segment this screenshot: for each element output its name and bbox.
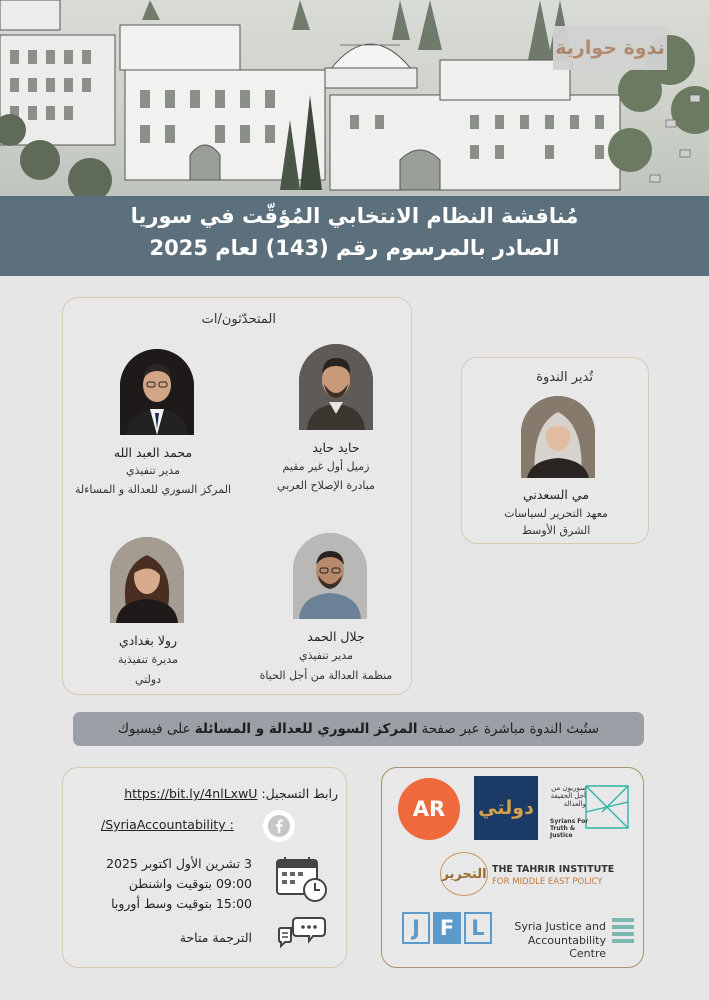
- speaker-photo-mohammad: [120, 349, 194, 435]
- speaker-photo-rula: [110, 537, 184, 623]
- arab-reform-logo-text: AR: [412, 797, 446, 821]
- broadcast-page-name: المركز السوري للعدالة و المسائلة: [194, 721, 418, 737]
- facebook-icon[interactable]: [263, 810, 295, 842]
- moderator-name: مي السعدني: [522, 487, 589, 502]
- speakers-panel: [62, 297, 412, 695]
- moderator-photo: [521, 396, 595, 478]
- registration-label: رابط التسجيل:: [261, 786, 338, 801]
- jfl-letter-j: J: [402, 912, 430, 944]
- speaker-title: مدير تنفيذي: [299, 649, 353, 662]
- arab-reform-initiative-logo: [398, 778, 460, 840]
- event-date: 3 تشرين الأول اكتوبر 2025: [106, 856, 252, 871]
- syrians-truth-justice-logo: [550, 778, 632, 840]
- person-portrait-icon: [110, 537, 184, 623]
- jfl-letter-f: F: [433, 912, 461, 944]
- speaker-organization: المركز السوري للعدالة و المساءلة: [75, 483, 231, 496]
- syrians-truth-en: Syrians For Truth & Justice: [550, 818, 589, 839]
- event-time-washington: 09:00 بتوقيت واشنطن: [128, 876, 252, 891]
- header-illustration: [0, 0, 709, 196]
- tahrir-name-line-1: THE TAHRIR INSTITUTE: [492, 864, 615, 875]
- title-line-2: الصادر بالمرسوم رقم (143) لعام 2025: [149, 236, 560, 260]
- title-band: [0, 196, 709, 276]
- chat-bubbles-icon: [277, 914, 327, 950]
- person-portrait-icon: [293, 533, 367, 619]
- sjac-name-line-1: Syria Justice and: [514, 920, 606, 933]
- speaker-photo-haid: [299, 344, 373, 430]
- facebook-logo-icon: [268, 815, 290, 837]
- speaker-name: حايد حايد: [312, 440, 360, 455]
- sjac-stripes-icon: [612, 918, 634, 944]
- calendar-clock-icon: [273, 856, 329, 904]
- dawlaty-logo: [474, 776, 538, 840]
- speaker-organization: منظمة العدالة من أجل الحياة: [259, 669, 393, 682]
- speakers-heading: المتحدّثون/ات: [201, 312, 276, 327]
- broadcast-text-before: ستُبث الندوة مباشرة عبر صفحة: [421, 721, 600, 737]
- partner-logos-panel: [381, 767, 644, 968]
- syrians-truth-ar: سوريون من أجل الحقيقة والعدالة: [550, 784, 586, 808]
- title-line-1: مُناقشة النظام الانتخابي المُؤقّت في سوريا: [130, 204, 579, 228]
- broadcast-notice: [73, 712, 644, 746]
- registration-link[interactable]: https://bit.ly/4nlLxwU: [124, 786, 258, 801]
- person-portrait-icon: [120, 349, 194, 435]
- speaker-organization: مبادرة الإصلاح العربي: [277, 479, 375, 492]
- tahrir-name-line-2: FOR MIDDLE EAST POLICY: [492, 877, 603, 887]
- speaker-photo-jalal: [293, 533, 367, 619]
- person-portrait-icon: [299, 344, 373, 430]
- sjac-name-line-2: Accountability Centre: [527, 934, 606, 960]
- calendar-icon: [273, 856, 329, 904]
- event-time-europe: 15:00 بتوقيت وسط أوروبا: [111, 896, 252, 911]
- translation-note: الترجمة متاحة: [179, 930, 252, 945]
- person-portrait-icon: [521, 396, 595, 478]
- speaker-title: زميل أول غير مقيم: [282, 460, 370, 473]
- jfl-logo: [402, 912, 492, 944]
- speaker-organization: دولتي: [134, 673, 162, 686]
- moderator-organization-1: معهد التحرير لسياسات: [504, 507, 608, 520]
- speaker-name: محمد العبد الله: [113, 445, 193, 460]
- moderator-heading: تُدير الندوة: [536, 370, 593, 385]
- facebook-handle[interactable]: /SyriaAccountability :: [101, 817, 234, 832]
- event-type-badge: ندوة حوارية: [553, 26, 667, 70]
- translation-icon: [277, 914, 327, 950]
- registration-row: [124, 786, 338, 801]
- tahrir-institute-seal: [440, 852, 488, 896]
- speaker-name: جلال الحمد: [307, 629, 365, 644]
- tahrir-seal-text: التحرير: [441, 866, 487, 882]
- speaker-name: رولا بغدادي: [118, 633, 178, 648]
- moderator-organization-2: الشرق الأوسط: [521, 524, 591, 537]
- dawlaty-logo-text: دولتي: [478, 797, 534, 819]
- broadcast-text-after: على فيسبوك: [117, 721, 191, 737]
- speaker-title: مدير تنفيذي: [126, 464, 180, 477]
- speaker-title: مديرة تنفيذية: [117, 653, 179, 666]
- event-info-panel: [62, 767, 347, 968]
- moderator-panel: [461, 357, 649, 544]
- jfl-letter-l: L: [464, 912, 492, 944]
